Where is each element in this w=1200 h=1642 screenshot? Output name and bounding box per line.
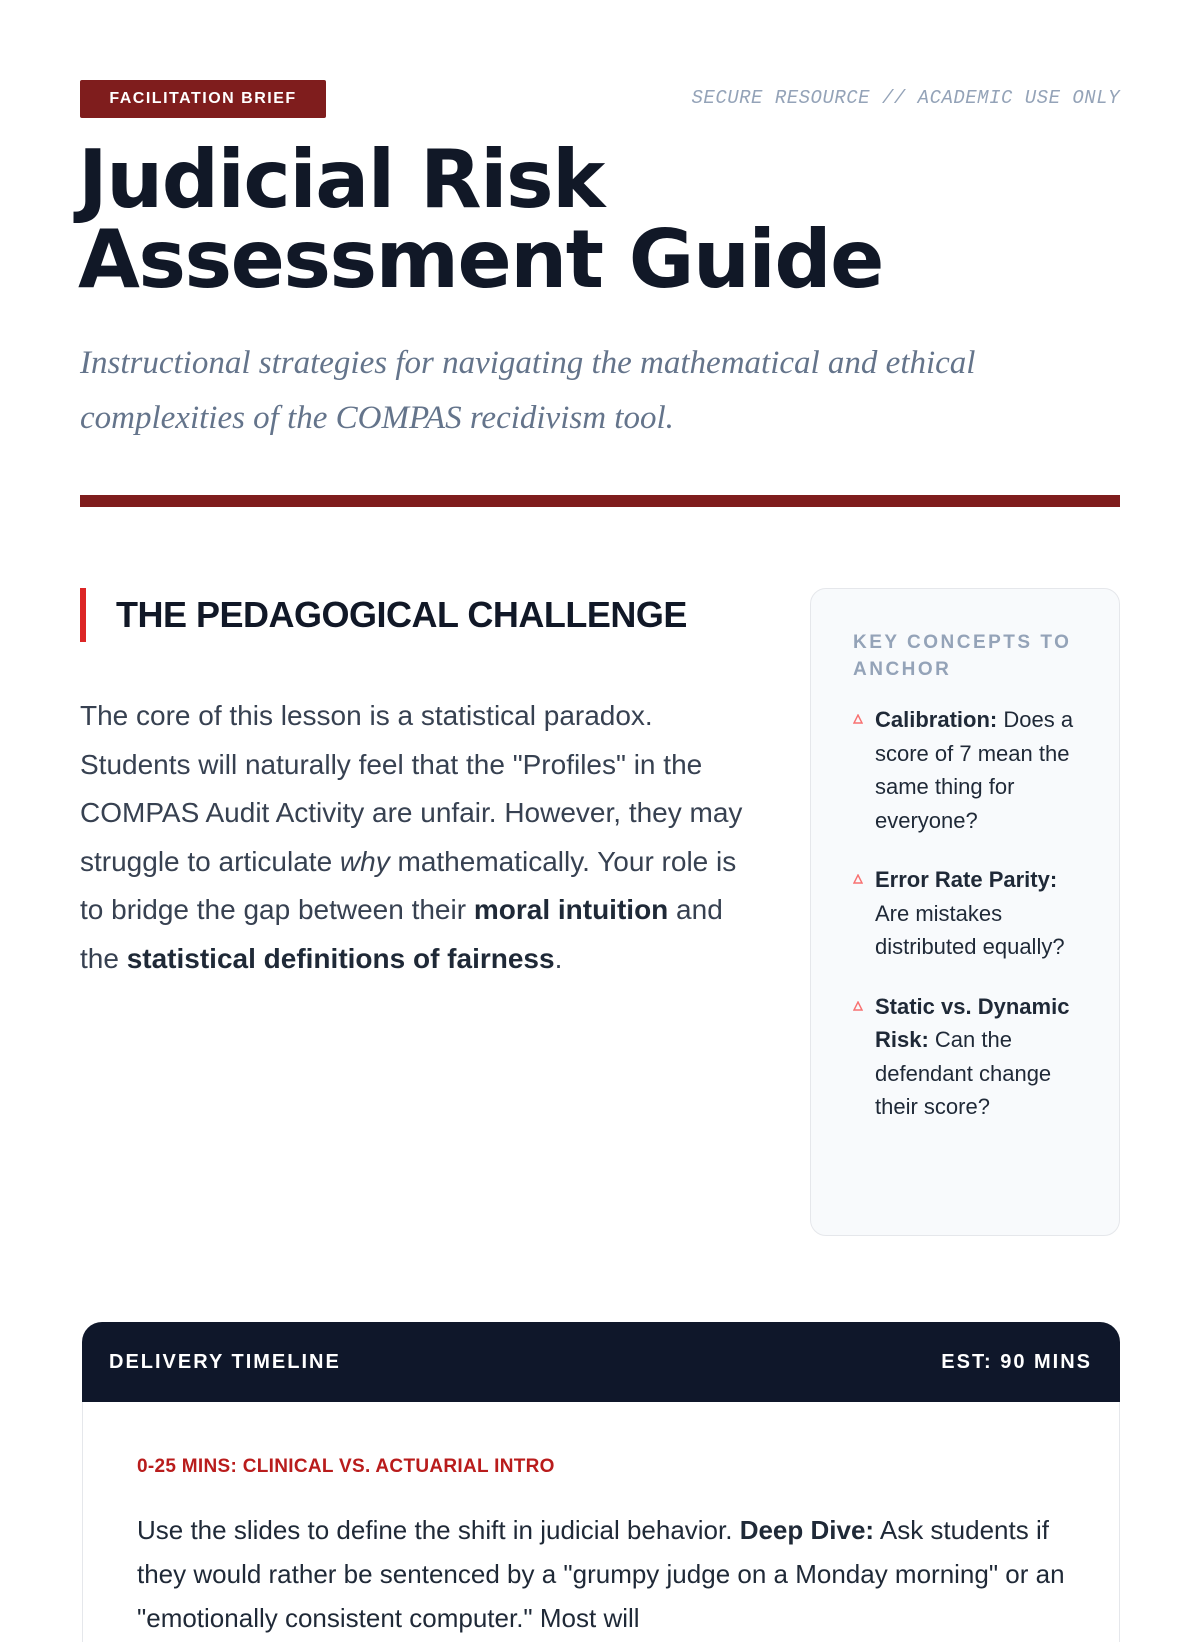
challenge-heading: THE PEDAGOGICAL CHALLENGE	[80, 588, 760, 642]
challenge-section	[80, 588, 760, 983]
timeline-estimate: EST: 90 MINS	[941, 1351, 1092, 1373]
challenge-text-3: and the	[80, 894, 723, 974]
phase-text-2: Ask students if they would rather be sentenced by a "grumpy judge on a Monday morning" or an "emotionally consistent computer." Most will	[137, 1515, 1065, 1633]
phase-text-1: Use the slides to define the shift in judicial behavior.	[137, 1515, 740, 1545]
challenge-text-4: .	[554, 942, 563, 974]
challenge-text-2: mathematically. Your role is to bridge the gap between their	[80, 845, 737, 925]
triangle-bullet-icon	[853, 714, 863, 724]
concept-term: Error Rate Parity:	[875, 867, 1058, 892]
timeline-header	[82, 1322, 1120, 1402]
facilitation-badge: FACILITATION BRIEF	[80, 80, 326, 118]
title-line-1: Judicial Risk	[78, 133, 604, 226]
security-notice: SECURE RESOURCE // ACADEMIC USE ONLY	[691, 87, 1120, 109]
timeline-title: DELIVERY TIMELINE	[109, 1351, 341, 1373]
concept-term: Calibration:	[875, 707, 998, 732]
concept-text: Can the defendant change their score?	[875, 1027, 1052, 1119]
key-concepts-card	[810, 588, 1120, 1236]
page-title	[78, 133, 883, 306]
challenge-emphasis-why: why	[339, 845, 390, 877]
title-line-2: Assessment Guide	[78, 213, 883, 306]
concept-text: Are mistakes distributed equally?	[875, 900, 1065, 959]
phase-description	[137, 1508, 1065, 1640]
top-bar	[80, 80, 1120, 118]
concept-term: Static vs. Dynamic Risk:	[875, 993, 1070, 1052]
timeline-body	[82, 1402, 1120, 1642]
key-concepts-heading: KEY CONCEPTS TO ANCHOR	[853, 632, 1072, 680]
challenge-bold-fairness: statistical definitions of fairness	[126, 942, 555, 974]
triangle-bullet-icon	[853, 1001, 863, 1011]
concept-item-static-vs-dynamic	[853, 990, 1083, 1124]
challenge-bold-moral-intuition: moral intuition	[473, 894, 669, 925]
page-subtitle: Instructional strategies for navigating the mathematical and ethical complexities of the COMPAS recidivism tool.	[80, 345, 976, 436]
concept-item-error-rate-parity	[853, 863, 1083, 964]
concept-item-calibration	[853, 703, 1083, 837]
challenge-paragraph	[80, 692, 760, 983]
challenge-text-1: The core of this lesson is a statistical paradox. Students will naturally feel that the "Profiles" in the COMPAS Audit Activity are unfair. However, they may struggle to articulate	[80, 700, 743, 877]
phase-label: 0-25 MINS: CLINICAL VS. ACTUARIAL INTRO	[137, 1456, 555, 1477]
concept-text: Does a score of 7 mean the same thing for everyone?	[875, 707, 1074, 833]
triangle-bullet-icon	[853, 874, 863, 884]
header-divider	[80, 495, 1120, 507]
phase-deep-dive-label: Deep Dive:	[739, 1515, 875, 1545]
key-concepts-list	[853, 703, 1083, 1124]
delivery-timeline	[82, 1322, 1120, 1633]
